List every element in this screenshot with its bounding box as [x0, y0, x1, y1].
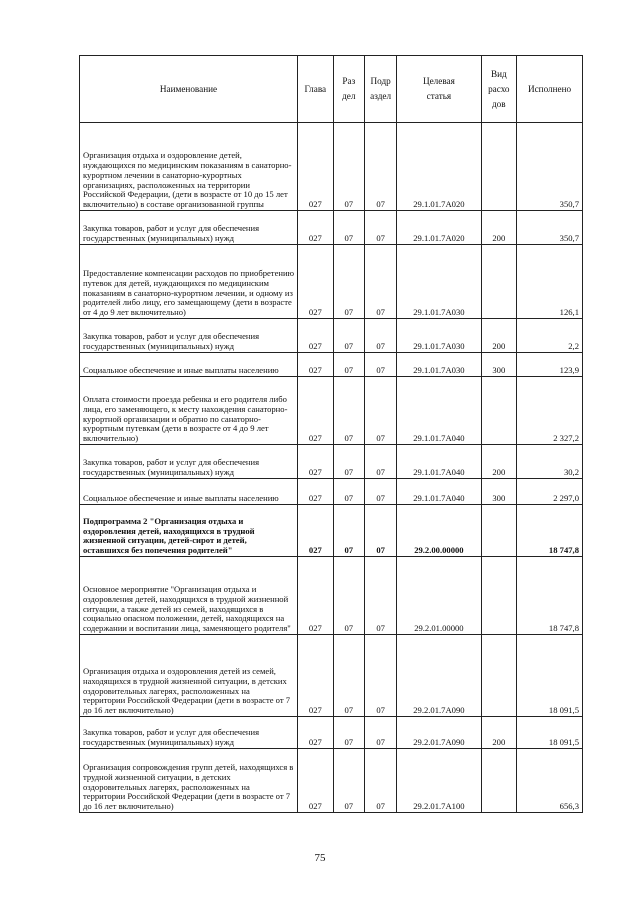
header-exp-type-line1: Вид	[490, 68, 507, 79]
row-amount-cell: 350,7	[517, 123, 583, 211]
row-chapter-cell: 027	[298, 749, 334, 813]
row-amount-cell: 18 747,8	[517, 505, 583, 557]
row-name-cell: Организация отдыха и оздоровление детей, нуждающихся по медицинским показаниям в санаторно-курортном лечении в санаторно-курортных организациях, расположенных на территории Российской Федерации, (дети в возрасте от 10 до 15 лет включительно) в составе организованной группы	[80, 123, 298, 211]
row-amount-cell: 126,1	[517, 245, 583, 319]
row-chapter-cell: 027	[298, 717, 334, 749]
row-amount-cell: 350,7	[517, 211, 583, 245]
table-row	[80, 479, 583, 505]
row-section-cell: 07	[333, 717, 364, 749]
row-chapter-cell: 027	[298, 377, 334, 445]
row-amount-cell: 30,2	[517, 445, 583, 479]
table-row	[80, 245, 583, 319]
row-subsection-cell: 07	[364, 319, 396, 353]
row-name-cell: Социальное обеспечение и иные выплаты населению	[80, 479, 298, 505]
row-chapter-cell: 027	[298, 479, 334, 505]
header-name: Наименование	[80, 56, 298, 123]
row-section-cell: 07	[333, 245, 364, 319]
row-target-cell: 29.1.01.7А030	[397, 245, 481, 319]
table-row	[80, 717, 583, 749]
row-target-cell: 29.1.01.7А020	[397, 211, 481, 245]
table-row	[80, 319, 583, 353]
row-amount-cell: 2 327,2	[517, 377, 583, 445]
row-amount-cell: 2 297,0	[517, 479, 583, 505]
table-row	[80, 353, 583, 377]
page-number: 75	[314, 852, 326, 864]
row-amount-cell: 18 091,5	[517, 635, 583, 717]
row-name-cell: Основное мероприятие "Организация отдыха и оздоровления детей, находящихся в трудной жизненной ситуации, а также детей из семей, находящихся в социально опасном положении, детей, находящихся на содержании и воспитании лица, заменяющего родителя"	[80, 557, 298, 635]
row-subsection-cell: 07	[364, 505, 396, 557]
row-section-cell: 07	[333, 353, 364, 377]
row-exp-type-cell	[481, 635, 517, 717]
row-name-cell: Закупка товаров, работ и услуг для обеспечения государственных (муниципальных) нужд	[80, 717, 298, 749]
row-section-cell: 07	[333, 377, 364, 445]
row-section-cell: 07	[333, 211, 364, 245]
row-target-cell: 29.1.01.7А030	[397, 353, 481, 377]
row-name-cell: Предоставление компенсации расходов по приобретению путевок для детей, нуждающихся по медицинским показаниям в санаторно-курортном лечении, и одному из родителей либо лицу, его замещающему (дети в возрасте от 4 до 9 лет включительно)	[80, 245, 298, 319]
row-target-cell: 29.2.00.00000	[397, 505, 481, 557]
row-chapter-cell: 027	[298, 505, 334, 557]
row-subsection-cell: 07	[364, 717, 396, 749]
budget-table	[79, 55, 583, 813]
table-row	[80, 505, 583, 557]
row-name-cell: Социальное обеспечение и иные выплаты населению	[80, 353, 298, 377]
row-subsection-cell: 07	[364, 749, 396, 813]
row-exp-type-cell: 300	[481, 353, 517, 377]
row-exp-type-cell: 300	[481, 479, 517, 505]
table-row	[80, 749, 583, 813]
header-subsection	[364, 56, 396, 123]
header-target-line1: Целевая	[422, 76, 455, 86]
row-amount-cell: 18 091,5	[517, 717, 583, 749]
header-target	[397, 56, 481, 123]
row-name-cell: Закупка товаров, работ и услуг для обеспечения государственных (муниципальных) нужд	[80, 211, 298, 245]
row-exp-type-cell	[481, 557, 517, 635]
header-exp-type	[481, 56, 517, 123]
row-target-cell: 29.2.01.7А090	[397, 717, 481, 749]
row-section-cell: 07	[333, 123, 364, 211]
row-exp-type-cell	[481, 377, 517, 445]
row-target-cell: 29.2.01.7А100	[397, 749, 481, 813]
table-row	[80, 557, 583, 635]
table-row	[80, 635, 583, 717]
row-name-cell: Оплата стоимости проезда ребенка и его родителя либо лица, его заменяющего, к месту нахождения санаторно-курортной организации и обратно по санаторно-курортным путевкам (дети в возрасте от 4 до 9 лет включительно)	[80, 377, 298, 445]
row-name-cell: Подпрограмма 2 "Организация отдыха и оздоровления детей, находящихся в трудной жизненной ситуации, детей-сирот и детей, оставшихся без попечения родителей"	[80, 505, 298, 557]
row-chapter-cell: 027	[298, 245, 334, 319]
table-body	[80, 123, 583, 813]
header-exp-type-line2: расхо	[488, 83, 510, 94]
header-section-line1: Раз	[342, 76, 356, 86]
row-subsection-cell: 07	[364, 479, 396, 505]
row-chapter-cell: 027	[298, 123, 334, 211]
row-exp-type-cell: 200	[481, 445, 517, 479]
table-row	[80, 377, 583, 445]
row-exp-type-cell	[481, 123, 517, 211]
row-subsection-cell: 07	[364, 211, 396, 245]
header-section-line2: дел	[342, 91, 356, 101]
row-amount-cell: 123,9	[517, 353, 583, 377]
row-exp-type-cell	[481, 749, 517, 813]
table-row	[80, 445, 583, 479]
header-chapter: Глава	[298, 56, 334, 123]
row-section-cell: 07	[333, 445, 364, 479]
table-row	[80, 123, 583, 211]
row-subsection-cell: 07	[364, 635, 396, 717]
header-subsection-line1: Подр	[370, 76, 391, 86]
row-exp-type-cell: 200	[481, 717, 517, 749]
row-section-cell: 07	[333, 557, 364, 635]
row-amount-cell: 18 747,8	[517, 557, 583, 635]
row-exp-type-cell: 200	[481, 211, 517, 245]
row-chapter-cell: 027	[298, 557, 334, 635]
row-section-cell: 07	[333, 749, 364, 813]
row-subsection-cell: 07	[364, 123, 396, 211]
row-chapter-cell: 027	[298, 353, 334, 377]
row-subsection-cell: 07	[364, 377, 396, 445]
row-name-cell: Организация отдыха и оздоровления детей из семей, находящихся в трудной жизненной ситуации, в детских оздоровительных лагерях, расположенных на территории Российской Федерации (дети в возрасте от 7 до 16 лет включительно)	[80, 635, 298, 717]
row-name-cell: Закупка товаров, работ и услуг для обеспечения государственных (муниципальных) нужд	[80, 319, 298, 353]
row-target-cell: 29.1.01.7А020	[397, 123, 481, 211]
row-target-cell: 29.1.01.7А040	[397, 479, 481, 505]
row-section-cell: 07	[333, 505, 364, 557]
row-chapter-cell: 027	[298, 211, 334, 245]
row-amount-cell: 2,2	[517, 319, 583, 353]
table-row	[80, 211, 583, 245]
header-exp-type-line3: дов	[492, 98, 506, 109]
header-subsection-line2: аздел	[370, 91, 392, 101]
row-subsection-cell: 07	[364, 245, 396, 319]
row-target-cell: 29.1.01.7А040	[397, 445, 481, 479]
header-section	[333, 56, 364, 123]
row-chapter-cell: 027	[298, 319, 334, 353]
header-target-line2: статья	[426, 91, 452, 101]
row-target-cell: 29.1.01.7А030	[397, 319, 481, 353]
row-name-cell: Организация сопровождения групп детей, находящихся в трудной жизненной ситуации, в детских оздоровительных лагерях, расположенных на территории Российской Федерации (дети в возрасте от 7 до 16 лет включительно)	[80, 749, 298, 813]
row-name-cell: Закупка товаров, работ и услуг для обеспечения государственных (муниципальных) нужд	[80, 445, 298, 479]
row-exp-type-cell: 200	[481, 319, 517, 353]
row-amount-cell: 656,3	[517, 749, 583, 813]
row-subsection-cell: 07	[364, 445, 396, 479]
row-exp-type-cell	[481, 245, 517, 319]
header-executed: Исполнено	[517, 56, 583, 123]
row-target-cell: 29.2.01.00000	[397, 557, 481, 635]
table-header-row	[80, 56, 583, 123]
row-chapter-cell: 027	[298, 445, 334, 479]
row-exp-type-cell	[481, 505, 517, 557]
row-target-cell: 29.1.01.7А040	[397, 377, 481, 445]
row-subsection-cell: 07	[364, 353, 396, 377]
row-target-cell: 29.2.01.7А090	[397, 635, 481, 717]
row-section-cell: 07	[333, 479, 364, 505]
row-subsection-cell: 07	[364, 557, 396, 635]
row-section-cell: 07	[333, 635, 364, 717]
row-chapter-cell: 027	[298, 635, 334, 717]
row-section-cell: 07	[333, 319, 364, 353]
